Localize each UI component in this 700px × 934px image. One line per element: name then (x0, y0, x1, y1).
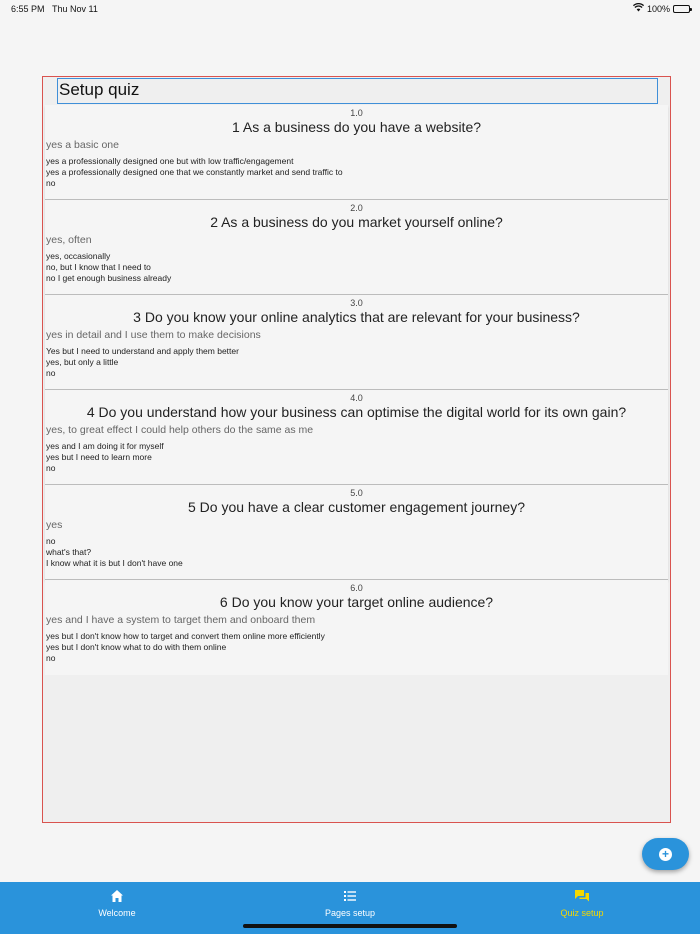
question-number: 2.0 (350, 203, 363, 213)
question-first-option: yes (46, 519, 63, 531)
question-card-2[interactable] (45, 200, 668, 295)
option: yes a professionally designed one that we constantly market and send traffic to (46, 167, 343, 177)
question-card-5[interactable] (45, 485, 668, 580)
question-card-6[interactable] (45, 580, 668, 675)
nav-pages-setup[interactable] (290, 889, 410, 918)
home-icon (57, 889, 177, 905)
question-text: 2 As a business do you market yourself online? (210, 214, 503, 230)
question-number: 4.0 (350, 393, 363, 403)
nav-welcome[interactable] (57, 889, 177, 918)
question-first-option: yes, to great effect I could help others do the same as me (46, 424, 314, 436)
status-time: 6:55 PM (11, 4, 45, 14)
quiz-title-input[interactable]: Setup quiz (57, 78, 658, 104)
question-text: 1 As a business do you have a website? (231, 119, 482, 135)
question-card-3[interactable] (45, 295, 668, 390)
option: Yes but I need to understand and apply them better (46, 346, 239, 356)
question-number: 5.0 (350, 488, 363, 498)
status-indicators (633, 3, 690, 14)
question-text: 4 Do you understand how your business can optimise the digital world for its own gain? (86, 404, 627, 420)
question-text: 6 Do you know your target online audience? (219, 594, 494, 610)
question-options (46, 251, 171, 284)
wifi-icon (633, 3, 644, 14)
option: yes a professionally designed one but with low traffic/engagement (46, 156, 294, 166)
question-options (46, 631, 325, 664)
option: yes but I don't know what to do with them online (46, 642, 227, 652)
question-text: 5 Do you have a clear customer engagement journey? (188, 499, 525, 515)
option: yes but I don't know how to target and convert them online more efficiently (46, 631, 325, 641)
question-first-option: yes a basic one (46, 139, 119, 151)
nav-quiz-setup[interactable] (522, 889, 642, 918)
question-card-1[interactable] (45, 105, 668, 200)
question-options (46, 536, 183, 569)
home-indicator (243, 924, 457, 928)
question-first-option: yes, often (46, 234, 92, 246)
battery-icon (673, 5, 690, 13)
status-date: Thu Nov 11 (52, 4, 98, 14)
quiz-editor (42, 76, 671, 823)
question-text: 3 Do you know your online analytics that are relevant for your business? (133, 309, 580, 325)
option: no (46, 463, 56, 473)
option: no (46, 178, 56, 188)
option: what's that? (46, 547, 92, 557)
option: I know what it is but I don't have one (46, 558, 183, 568)
status-bar (0, 0, 700, 18)
option: no (46, 368, 56, 378)
question-number: 3.0 (350, 298, 363, 308)
option: yes, occasionally (46, 251, 111, 261)
add-question-button[interactable] (642, 838, 689, 870)
question-first-option: yes in detail and I use them to make decisions (46, 329, 261, 341)
option: no I get enough business already (46, 273, 172, 283)
question-number: 6.0 (350, 583, 363, 593)
nav-label: Welcome (98, 908, 136, 918)
option: yes, but only a little (46, 357, 119, 367)
question-list (45, 105, 668, 675)
battery-percent: 100% (646, 3, 670, 14)
question-number: 1.0 (350, 108, 363, 118)
question-options (46, 441, 164, 474)
list-icon (290, 889, 410, 905)
option: no (46, 536, 56, 546)
question-card-4[interactable] (45, 390, 668, 485)
nav-label: Pages setup (324, 908, 376, 918)
option: no, but I know that I need to (46, 262, 151, 272)
option: yes but I need to learn more (46, 452, 152, 462)
option: yes and I am doing it for myself (46, 441, 164, 451)
question-options (46, 156, 343, 189)
question-options (46, 346, 239, 379)
question-first-option: yes and I have a system to target them and onboard them (46, 614, 316, 626)
chat-icon (522, 889, 642, 905)
nav-label: Quiz setup (560, 908, 604, 918)
option: no (46, 653, 56, 663)
add-circle-icon: + (659, 848, 672, 861)
